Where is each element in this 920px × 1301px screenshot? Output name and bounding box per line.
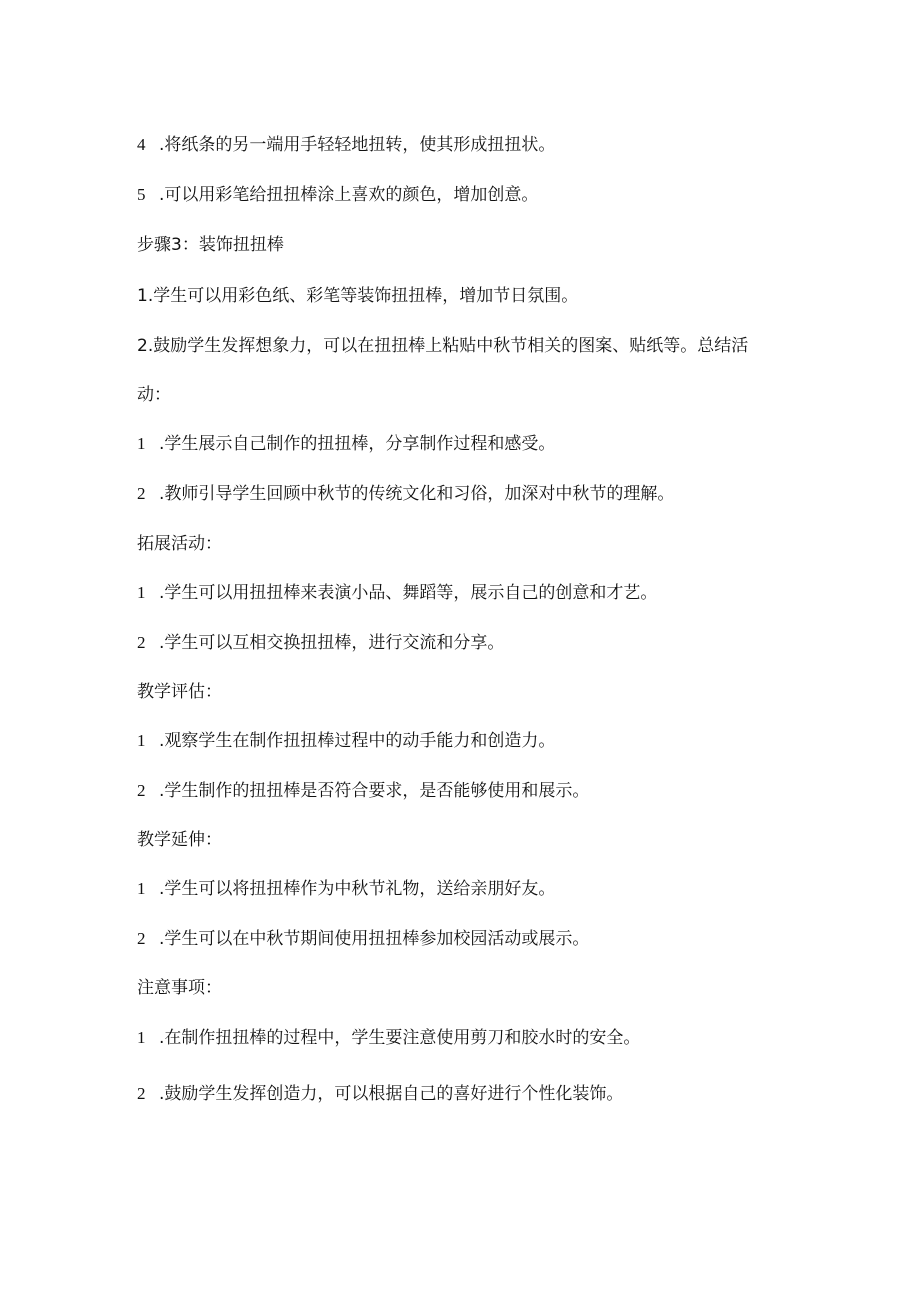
item-text: .可以用彩笔给扭扭棒涂上喜欢的颜色，增加创意。 <box>159 185 539 205</box>
item-number: 5 <box>137 185 146 204</box>
item-number: 1 <box>137 583 146 602</box>
item-text: .学生可以在中秋节期间使用扭扭棒参加校园活动或展示。 <box>159 929 590 949</box>
item-text: .学生制作的扭扭棒是否符合要求，是否能够使用和展示。 <box>159 781 590 801</box>
item-text: .教师引导学生回顾中秋节的传统文化和习俗，加深对中秋节的理解。 <box>159 484 675 504</box>
item-number: 2 <box>137 929 146 948</box>
list-item <box>137 877 555 901</box>
heading-text: 教学评估： <box>137 682 222 702</box>
item-text: .观察学生在制作扭扭棒过程中的动手能力和创造力。 <box>159 731 556 751</box>
list-item <box>137 927 589 951</box>
paragraph-text: 动： <box>137 385 171 405</box>
item-number: 2 <box>137 484 146 503</box>
section-heading <box>137 233 284 257</box>
list-item <box>137 1082 623 1106</box>
item-text: .在制作扭扭棒的过程中，学生要注意使用剪刀和胶水时的安全。 <box>159 1028 641 1048</box>
item-text: .学生可以用扭扭棒来表演小品、舞蹈等，展示自己的创意和才艺。 <box>159 583 658 603</box>
list-item <box>137 482 674 506</box>
item-number: 1 <box>137 731 146 750</box>
list-item <box>137 729 555 753</box>
paragraph <box>137 334 748 358</box>
item-number: 1 <box>137 434 146 453</box>
item-number: 4 <box>137 135 146 154</box>
list-item <box>137 1026 640 1050</box>
section-heading <box>137 828 222 852</box>
list-item <box>137 183 538 207</box>
item-text: .将纸条的另一端用手轻轻地扭转，使其形成扭扭状。 <box>159 135 556 155</box>
item-number: 2 <box>137 781 146 800</box>
heading-text: 注意事项： <box>137 978 222 998</box>
item-number: 1 <box>137 1028 146 1047</box>
paragraph-text: 1.学生可以用彩色纸、彩笔等装饰扭扭棒，增加节日氛围。 <box>137 286 579 306</box>
paragraph <box>137 284 578 308</box>
item-text: .学生可以将扭扭棒作为中秋节礼物，送给亲朋好友。 <box>159 879 556 899</box>
heading-text: 拓展活动： <box>137 534 222 554</box>
section-heading <box>137 976 222 1000</box>
paragraph-text: 2.鼓励学生发挥想象力，可以在扭扭棒上粘贴中秋节相关的图案、贴纸等。总结活 <box>137 336 749 356</box>
list-item <box>137 631 504 655</box>
item-text: .鼓励学生发挥创造力，可以根据自己的喜好进行个性化装饰。 <box>159 1084 624 1104</box>
heading-text: 教学延伸： <box>137 830 222 850</box>
list-item <box>137 779 589 803</box>
section-heading <box>137 532 222 556</box>
heading-text: 步骤3：装饰扭扭棒 <box>137 235 284 255</box>
paragraph-continuation <box>137 383 171 407</box>
item-text: .学生可以互相交换扭扭棒，进行交流和分享。 <box>159 633 505 653</box>
item-text: .学生展示自己制作的扭扭棒，分享制作过程和感受。 <box>159 434 556 454</box>
item-number: 1 <box>137 879 146 898</box>
list-item <box>137 581 657 605</box>
item-number: 2 <box>137 633 146 652</box>
list-item <box>137 133 555 157</box>
section-heading <box>137 680 222 704</box>
item-number: 2 <box>137 1084 146 1103</box>
list-item <box>137 432 555 456</box>
